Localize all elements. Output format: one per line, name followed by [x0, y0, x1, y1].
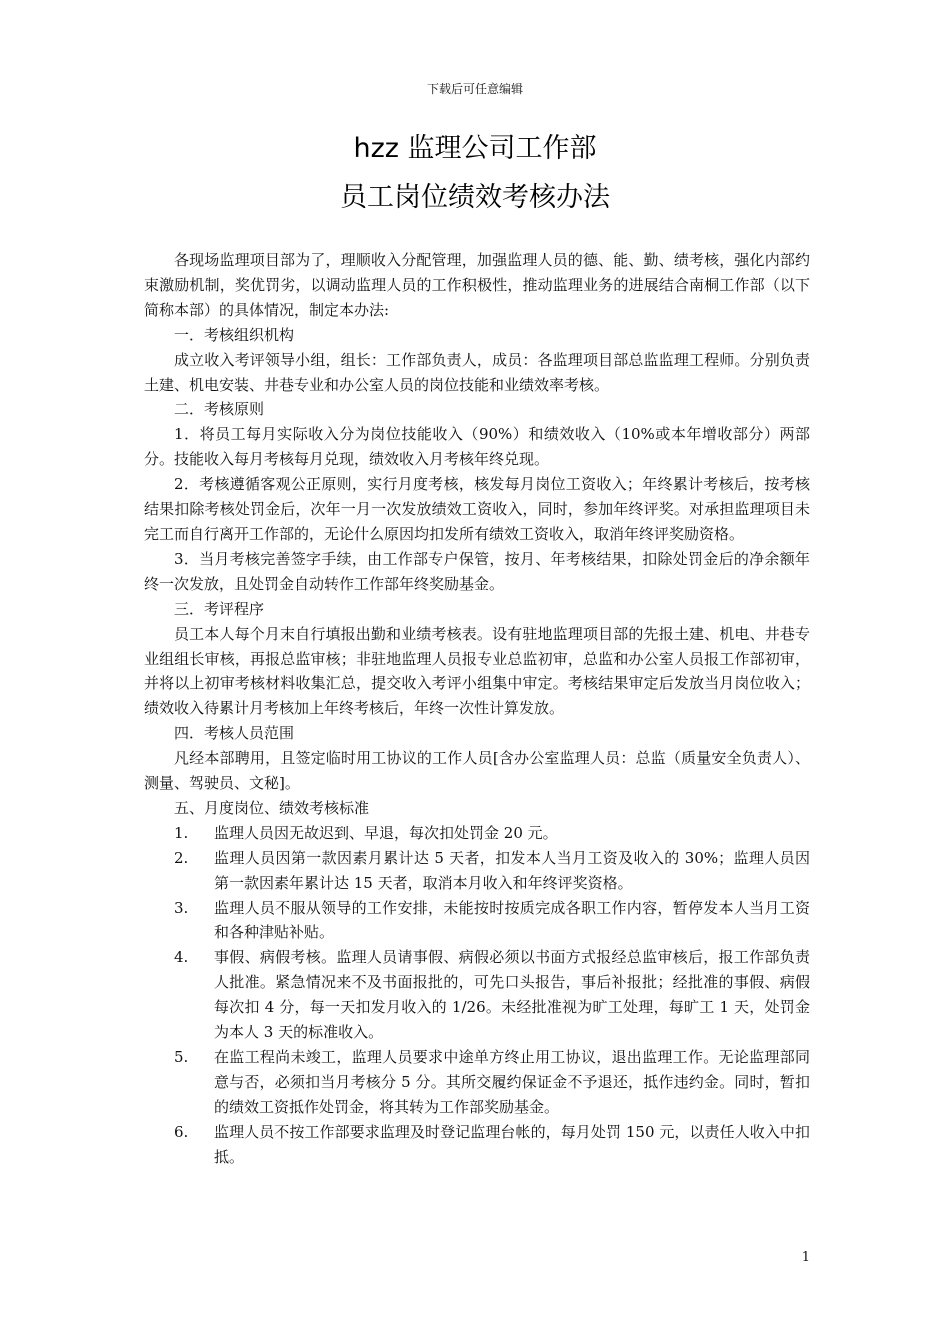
item-text: 监理人员因第一款因素月累计达 5 天者，扣发本人当月工资及收入的 30%；监理人员因第一款因素年累计达 15 天者，取消本月收入和年终评奖资格。	[214, 848, 810, 892]
item-number: 6.	[174, 1122, 189, 1141]
numbered-item	[144, 896, 810, 946]
item-text: 监理人员不按工作部要求监理及时登记监理台帐的，每月处罚 150 元，以责任人收入中扣抵。	[214, 1122, 810, 1166]
numbered-item	[144, 846, 810, 896]
item-number: 5.	[174, 1048, 189, 1066]
item-number: 2.	[174, 848, 189, 867]
item-text: 在监工程尚未竣工，监理人员要求中途单方终止用工协议，退出监理工作。无论监理部同意与否，必须扣当月考核分 5 分。其所交履约保证金不予退还，抵作违约金。同时，暂扣的绩效工资抵作处罚金，将其转为工作部奖励基金。	[214, 1048, 810, 1116]
section-heading-4: 四．考核人员范围	[174, 724, 295, 743]
intro-paragraph: 各现场监理项目部为了，理顺收入分配管理，加强监理人员的德、能、勤、绩考核，强化内部约束激励机制，奖优罚劣，以调动监理人员的工作积极性，推动监理业务的进展结合南桐工作部（以下简称本部）的具体情况，制定本办法:	[144, 251, 810, 319]
section-heading-1: 一．考核组织机构	[174, 325, 295, 344]
document-body	[144, 248, 810, 1170]
section-heading-2: 二．考核原则	[174, 400, 265, 419]
document-title-line1: hzz 监理公司工作部	[353, 133, 597, 164]
header-note: 下载后可任意编辑	[426, 82, 523, 96]
item-text: 监理人员不服从领导的工作安排，未能按时按质完成各职工作内容，暂停发本人当月工资和各种津贴补贴。	[214, 898, 810, 942]
section-heading-3: 三．考评程序	[174, 599, 265, 618]
item-number: 3.	[174, 898, 189, 917]
page-number: 1	[801, 1250, 810, 1265]
paragraph: 3．当月考核完善签字手续，由工作部专户保管，按月、年考核结果，扣除处罚金后的净余额年终一次发放，且处罚金自动转作工作部年终奖励基金。	[144, 549, 810, 593]
section-heading-5: 五、月度岗位、绩效考核标准	[174, 798, 370, 817]
paragraph: 成立收入考评领导小组，组长：工作部负责人，成员：各监理项目部总监监理工程师。分别负责土建、机电安装、井巷专业和办公室人员的岗位技能和业绩效率考核。	[144, 350, 810, 394]
paragraph: 1．将员工每月实际收入分为岗位技能收入（90%）和绩效收入（10%或本年增收部分）两部分。技能收入每月考核每月兑现，绩效收入月考核年终兑现。	[144, 425, 810, 469]
paragraph: 凡经本部聘用，且签定临时用工协议的工作人员[含办公室监理人员：总监（质量安全负责人）、测量、驾驶员、文秘]。	[144, 749, 810, 793]
item-number: 4.	[174, 948, 189, 967]
item-text: 事假、病假考核。监理人员请事假、病假必须以书面方式报经总监审核后，报工作部负责人批准。紧急情况来不及书面报批的，可先口头报告，事后补报批；经批准的事假、病假每次扣 4 分，每一天扣发月收入的 1/26。未经批准视为旷工处理，每旷工 1 天，处罚金为本人 3 天的标准收入。	[214, 948, 810, 1042]
numbered-item	[144, 1120, 810, 1170]
paragraph: 2．考核遵循客观公正原则，实行月度考核，核发每月岗位工资收入；年终累计考核后，按考核结果扣除考核处罚金后，次年一月一次发放绩效工资收入，同时，参加年终评奖。对承担监理项目未完工而自行离开工作部的，无论什么原因均扣发所有绩效工资收入，取消年终评奖励资格。	[144, 475, 810, 543]
item-text: 监理人员因无故迟到、早退，每次扣处罚金 20 元。	[214, 823, 558, 842]
item-number: 1.	[174, 823, 189, 842]
numbered-item	[144, 1045, 810, 1120]
numbered-item	[144, 821, 810, 846]
numbered-item	[144, 945, 810, 1045]
paragraph: 员工本人每个月末自行填报出勤和业绩考核表。设有驻地监理项目部的先报土建、机电、井巷专业组组长审核，再报总监审核；非驻地监理人员报专业总监初审，总监和办公室人员报工作部初审，并将以上初审考核材料收集汇总，提交收入考评小组集中审定。考核结果审定后发放当月岗位收入；绩效收入待累计月考核加上年终考核后，年终一次性计算发放。	[144, 624, 810, 718]
document-title-line2: 员工岗位绩效考核办法	[340, 182, 610, 213]
